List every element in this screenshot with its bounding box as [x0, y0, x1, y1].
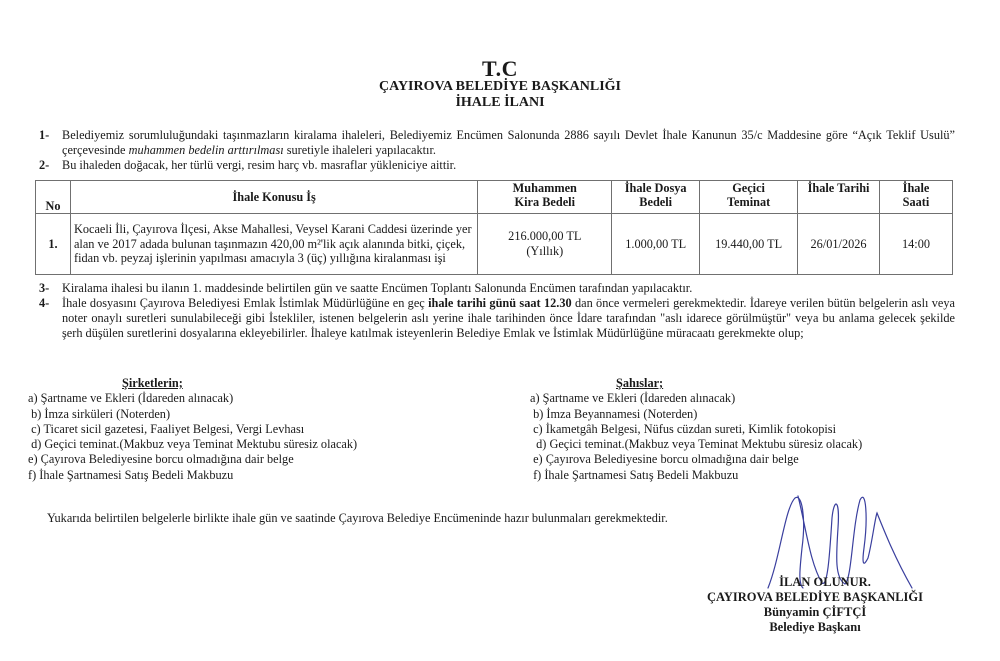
signature-name: Bünyamin ÇİFTÇİ [763, 605, 867, 619]
header-muhammen [478, 181, 612, 214]
signature-block [680, 575, 950, 635]
tender-table [35, 180, 953, 275]
muhammen-value: 216.000,00 TL [508, 229, 582, 244]
item-text: Bu ihaleden doğacak, her türlü vergi, resim harç vb. masraflar yükleniciye aittir. [62, 158, 457, 172]
item-text-italic: muhammen bedelin arttırılması [128, 142, 284, 157]
cell-dosya-bedeli: 1.000,00 TL [612, 214, 700, 275]
cell-ihale-saati: 14:00 [880, 214, 953, 275]
list-item: e) Çayırova Belediyesine borcu olmadığına dair belge [530, 452, 799, 467]
header-dosya-bedeli [612, 181, 700, 214]
list-item: b) İmza Beyannamesi (Noterden) [530, 406, 698, 421]
header-institution: ÇAYIROVA BELEDİYE BAŞKANLIĞI [379, 79, 621, 94]
list-item: a) Şartname ve Ekleri (İdareden alınacak) [530, 391, 736, 406]
list-item: f) İhale Şartnamesi Satış Bedeli Makbuzu [28, 467, 234, 482]
header-document-title: İHALE İLANI [455, 95, 545, 110]
item-text-part: dan önce vermeleri gerekmektedir. İdareye verilen bütün belgelerin aslı veya noter onaylı suretleri sunulabileceği gibi İstekliler, istenen belgelerin aslı yerine ihale tarihinden önce İdare tarafından "aslı idarece görülmüştür" veya bu anlama gelecek şekilde şerh düşülen suretlerini dosyalarına ekleyebilirler. İhaleye katılmak isteyenlerin Belediye Emlak ve İstimlak Müdürlüğüne müracaatı gerekmekte olup; [62, 296, 955, 340]
header-gecici-teminat [700, 181, 798, 214]
item-text [62, 296, 955, 340]
requirements-individuals [530, 376, 862, 483]
item-text-bold: ihale tarihi günü saat 12.30 [428, 296, 572, 310]
list-item: d) Geçici teminat.(Makbuz veya Teminat Mektubu süresiz olacak) [530, 437, 863, 452]
list-item: d) Geçici teminat.(Makbuz veya Teminat Mektubu süresiz olacak) [28, 437, 358, 452]
header-line: Teminat [726, 195, 771, 209]
item-text-part: İhale dosyasını Çayırova Belediyesi Emlak İstimlak Müdürlüğüne en geç [62, 296, 429, 310]
header-konu: İhale Konusu İş [70, 181, 477, 214]
header-ihale-tarihi: İhale Tarihi [798, 181, 880, 214]
header-line: İhale Dosya [624, 181, 687, 195]
item-text: Kiralama ihalesi bu ilanın 1. maddesinde belirtilen gün ve saatte Encümen Toplantı Salonunda Encümen tarafından yapılacaktır. [62, 281, 693, 295]
header-line: Kira Bedeli [514, 195, 575, 209]
signature-title: Belediye Başkanı [769, 620, 861, 634]
header-line: Saati [902, 195, 930, 209]
companies-title: Şirketlerin; [122, 376, 183, 390]
signature-institution: ÇAYIROVA BELEDİYE BAŞKANLIĞI [706, 590, 924, 604]
list-item: c) Ticaret sicil gazetesi, Faaliyet Belgesi, Vergi Levhası [28, 421, 305, 436]
list-item: e) Çayırova Belediyesine borcu olmadığına dair belge [28, 452, 294, 467]
cell-gecici-teminat: 19.440,00 TL [700, 214, 798, 275]
requirements-companies [28, 376, 357, 483]
header-line: Geçici [732, 181, 765, 195]
item-text-part: suretiyle ihaleleri yapılacaktır. [283, 142, 436, 157]
item-number: 3- [39, 281, 50, 295]
item-number: 4- [39, 296, 50, 310]
muhammen-note: (Yıllık) [526, 244, 564, 258]
item-number: 1- [39, 128, 50, 142]
table-header-row [36, 181, 953, 214]
closing-note: Yukarıda belirtilen belgelerle birlikte ihale gün ve saatinde Çayırova Belediye Encümeninde hazır bulunmaları gerekmektedir. [47, 511, 668, 525]
header-line: Muhammen [512, 181, 577, 195]
item-text-part: Belediyemiz sorumluluğundaki taşınmazların kiralama ihaleleri, Belediyemiz Encümen Salonunda 2886 sayılı Devlet İhale Kanunun 35/c Maddesine göre “Açık Teklif Usulü” çerçevesinde [62, 128, 955, 157]
table-row [36, 214, 953, 275]
header-line: Bedeli [639, 195, 673, 209]
list-item: b) İmza sirküleri (Noterden) [28, 406, 171, 421]
list-item: c) İkametgâh Belgesi, Nüfus cüzdan sureti, Kimlik fotokopisi [530, 421, 836, 436]
cell-no: 1. [36, 214, 71, 275]
individuals-title: Şahıslar; [616, 376, 664, 390]
header-ihale-saati [880, 181, 953, 214]
header-no: No [36, 181, 71, 214]
header-tc: T.C [482, 56, 518, 81]
list-item: a) Şartname ve Ekleri (İdareden alınacak) [28, 391, 234, 406]
list-item: f) İhale Şartnamesi Satış Bedeli Makbuzu [530, 467, 739, 482]
cell-ihale-tarihi: 26/01/2026 [798, 214, 880, 275]
cell-muhammen [478, 214, 612, 275]
cell-konu: Kocaeli İli, Çayırova İlçesi, Akse Mahallesi, Veysel Karani Caddesi üzerinde yer alan ve 2017 adada bulunan taşınmazın 420,00 m²'lik açık alanında bitki, çiçek, fidan vb. peyzaj işlerinin yapılması amacıyla 3 (üç) yıllığına kiralanması işi [70, 214, 477, 275]
signature-ilan-olunur: İLAN OLUNUR. [779, 575, 871, 589]
header-line: İhale [902, 181, 930, 195]
item-text [62, 128, 955, 158]
item-number: 2- [39, 158, 50, 172]
